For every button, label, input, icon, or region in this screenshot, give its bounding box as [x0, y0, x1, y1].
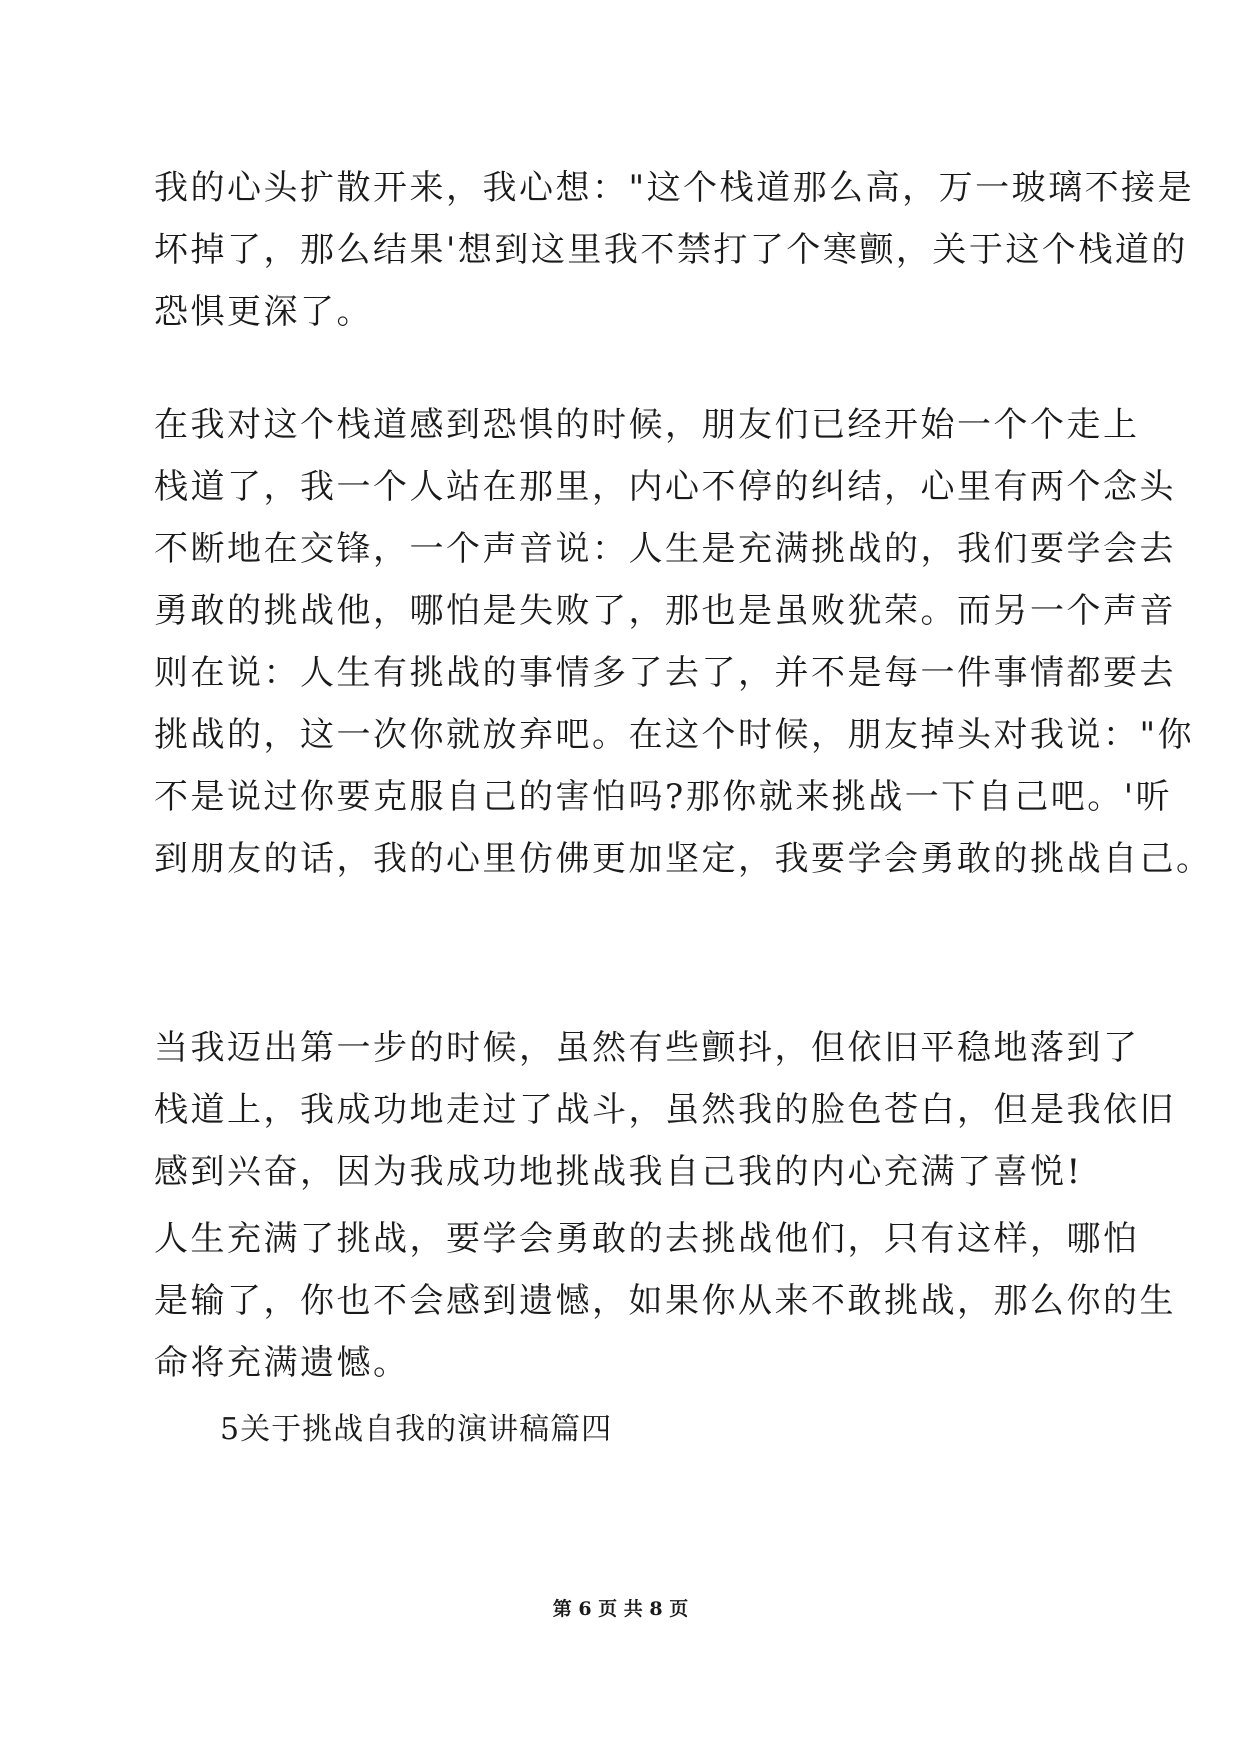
paragraph-2-line-1: 在我对这个栈道感到恐惧的时候，朋友们已经开始一个个走上: [154, 405, 1140, 445]
paragraph-2-line-8: 到朋友的话，我的心里仿佛更加坚定，我要学会勇敢的挑战自己。: [154, 839, 1213, 879]
paragraph-1-line-2: 坏掉了，那么结果'想到这里我不禁打了个寒颤，关于这个栈道的: [154, 230, 1188, 270]
section-heading: 5关于挑战自我的演讲稿篇四: [220, 1412, 613, 1447]
paragraph-3-line-1: 当我迈出第一步的时候，虽然有些颤抖，但依旧平稳地落到了: [154, 1028, 1140, 1068]
paragraph-3-line-3: 感到兴奋，因为我成功地挑战我自己我的内心充满了喜悦!: [154, 1152, 1083, 1192]
paragraph-4-line-2: 是输了，你也不会感到遗憾，如果你从来不敢挑战，那么你的生: [154, 1281, 1176, 1321]
paragraph-2-line-2: 栈道了，我一个人站在那里，内心不停的纠结，心里有两个念头: [154, 467, 1176, 507]
page-footer: 第 6 页 共 8 页: [552, 1598, 689, 1620]
paragraph-4-line-3: 命将充满遗憾。: [154, 1343, 410, 1383]
paragraph-3-line-2: 栈道上，我成功地走过了战斗，虽然我的脸色苍白，但是我依旧: [154, 1090, 1176, 1130]
paragraph-4-line-1: 人生充满了挑战，要学会勇敢的去挑战他们，只有这样，哪怕: [154, 1219, 1140, 1259]
paragraph-2-line-3: 不断地在交锋，一个声音说：人生是充满挑战的，我们要学会去: [154, 529, 1176, 569]
paragraph-2-line-6: 挑战的，这一次你就放弃吧。在这个时候，朋友掉头对我说："你: [154, 715, 1195, 755]
paragraph-2-line-5: 则在说：人生有挑战的事情多了去了，并不是每一件事情都要去: [154, 653, 1176, 693]
paragraph-1-line-3: 恐惧更深了。: [154, 292, 373, 332]
paragraph-2-line-4: 勇敢的挑战他，哪怕是失败了，那也是虽败犹荣。而另一个声音: [154, 591, 1176, 631]
paragraph-2-line-7: 不是说过你要克服自己的害怕吗?那你就来挑战一下自己吧。'听: [154, 777, 1173, 817]
paragraph-1-line-1: 我的心头扩散开来，我心想："这个栈道那么高，万一玻璃不接是: [154, 168, 1195, 208]
